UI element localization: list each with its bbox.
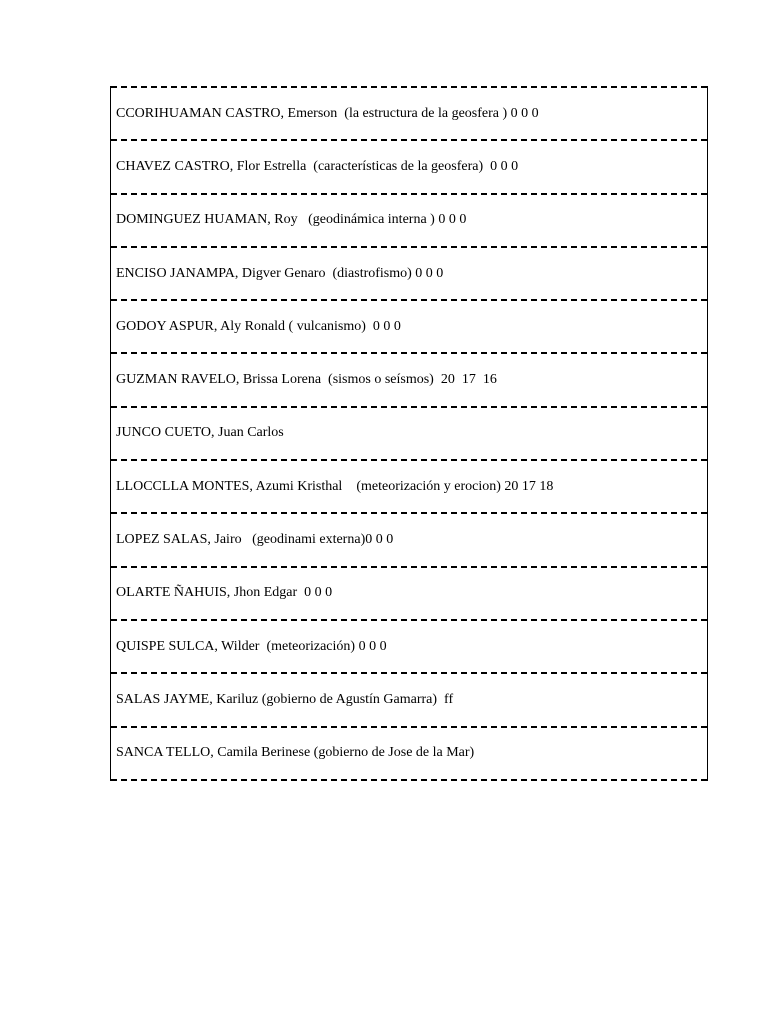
table-row [111,195,707,248]
table-row [111,514,707,567]
table-row [111,674,707,727]
row-text: OLARTE ÑAHUIS, Jhon Edgar 0 0 0 [116,585,333,601]
table-row [111,408,707,461]
table-row [111,88,707,141]
table-row [111,621,707,674]
table-row [111,461,707,514]
table-row [111,141,707,194]
table-row [111,248,707,301]
row-text: LOPEZ SALAS, Jairo (geodinami externa)0 0 0 [116,532,394,548]
table-row [111,728,707,781]
table-row [111,354,707,407]
row-text: ENCISO JANAMPA, Digver Genaro (diastrofismo) 0 0 0 [116,265,444,281]
row-text: JUNCO CUETO, Juan Carlos [116,425,284,441]
row-text: CCORIHUAMAN CASTRO, Emerson (la estructura de la geosfera ) 0 0 0 [116,105,539,121]
row-text: SANCA TELLO, Camila Berinese (gobierno de Jose de la Mar) [116,745,475,761]
row-text: QUISPE SULCA, Wilder (meteorización) 0 0 0 [116,638,387,654]
student-list-table [110,86,708,781]
row-text: DOMINGUEZ HUAMAN, Roy (geodinámica interna ) 0 0 0 [116,212,467,228]
row-text: GUZMAN RAVELO, Brissa Lorena (sismos o seísmos) 20 17 16 [116,372,497,388]
row-text: LLOCCLLA MONTES, Azumi Kristhal (meteorización y erocion) 20 17 18 [116,478,554,494]
row-text: CHAVEZ CASTRO, Flor Estrella (características de la geosfera) 0 0 0 [116,158,519,174]
row-text: SALAS JAYME, Kariluz (gobierno de Agustín Gamarra) ff [116,691,454,707]
row-text: GODOY ASPUR, Aly Ronald ( vulcanismo) 0 0 0 [116,318,401,334]
table-row [111,568,707,621]
table-row [111,301,707,354]
